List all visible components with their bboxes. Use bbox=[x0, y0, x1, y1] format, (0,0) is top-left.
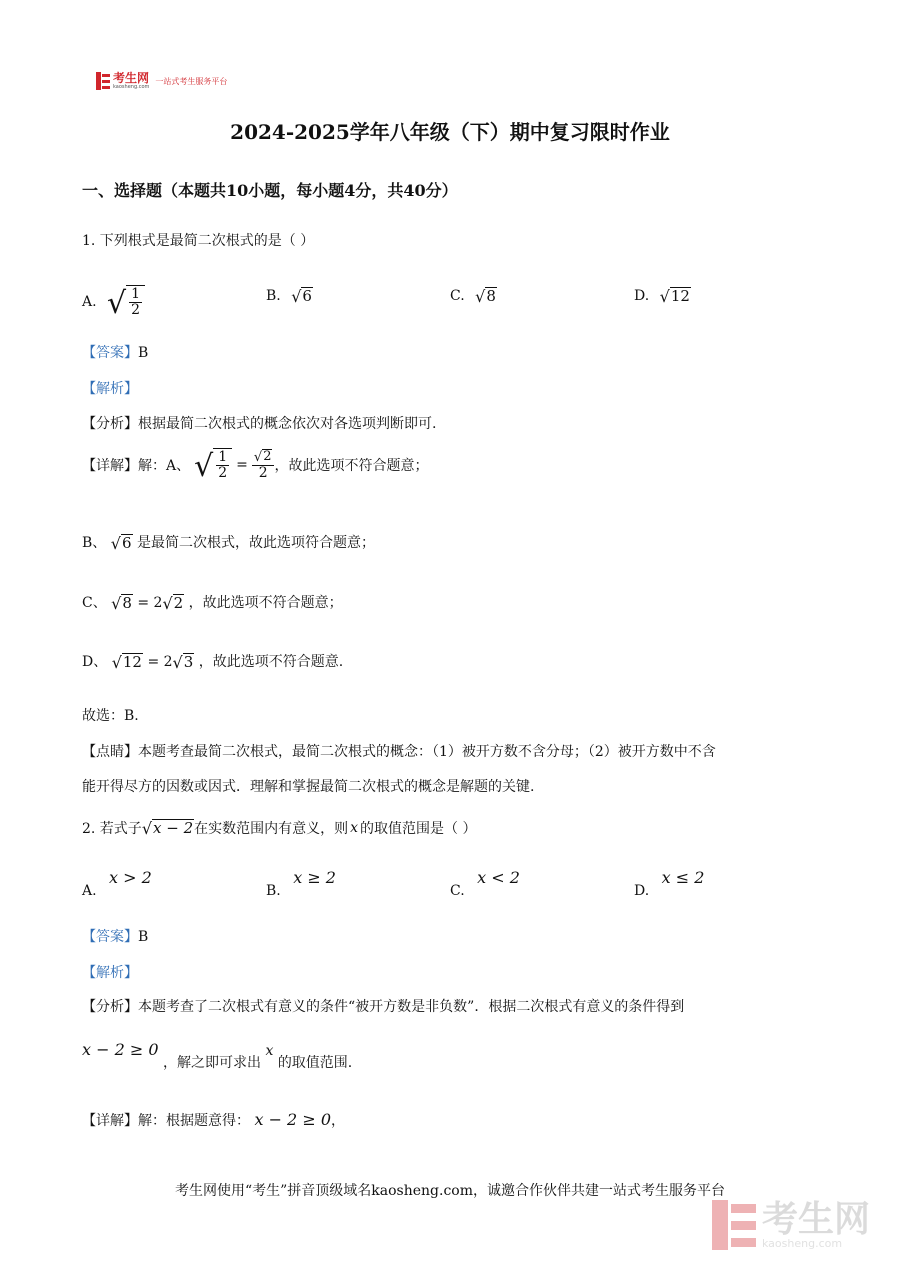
watermark-name: 考生网 bbox=[762, 1198, 871, 1240]
logo-name: 考生网 bbox=[113, 71, 150, 85]
q1-option-b: B. √ 6 bbox=[266, 287, 312, 307]
section-heading: 一、选择题（本题共10小题，每小题4分，共40分） bbox=[82, 181, 458, 200]
q2-option-a: A. x > 2 bbox=[82, 868, 152, 899]
kaosheng-logo-icon bbox=[96, 72, 110, 90]
q1-fenxi: 【分析】根据最简二次根式的概念依次对各选项判断即可. bbox=[82, 416, 437, 432]
q2-stem: 2. 若式子 √ x − 2 在实数范围内有意义，则 x 的取值范围是（ ） bbox=[82, 818, 477, 839]
q1-conclusion: 故选：B. bbox=[82, 708, 139, 724]
q2-analysis-tag: 【解析】 bbox=[82, 965, 138, 981]
q1-detail-a: 【详解】 解：A、 √ $\frac{1}{2}$ = √ 2 2 ，故此选项不符合题意； bbox=[82, 448, 429, 484]
q1-analysis-tag: 【解析】 bbox=[82, 381, 138, 397]
logo-domain: kaosheng.com bbox=[113, 84, 150, 90]
site-logo bbox=[96, 72, 227, 90]
kaosheng-watermark-icon bbox=[712, 1200, 756, 1250]
q1-detail-b: B、 √ 6 是最简二次根式，故此选项符合题意； bbox=[82, 533, 375, 554]
q1-detail-d: D、 √ 12 = 2 √ 3 ，故此选项不符合题意. bbox=[82, 652, 344, 673]
q2-fenxi-line2: x − 2 ≥ 0 ，解之即可求出 x 的取值范围. bbox=[82, 1040, 353, 1071]
q1-dianjing-line2: 能开得尽方的因数或因式．理解和掌握最简二次根式的概念是解题的关键. bbox=[82, 779, 535, 795]
q1-stem: 1. 下列根式是最简二次根式的是（ ） bbox=[82, 233, 315, 249]
q1-option-d: D. √ 12 bbox=[634, 287, 690, 307]
q1-dianjing-line1: 【点睛】本题考查最简二次根式，最简二次根式的概念：（1）被开方数不含分母；（2）被开方数中不含 bbox=[82, 744, 716, 760]
q2-option-b: B. x ≥ 2 bbox=[266, 868, 336, 899]
logo-slogan: 一站式考生服务平台 bbox=[155, 76, 228, 86]
q2-answer: 【答案】B bbox=[82, 929, 149, 945]
q2-detail: 【详解】解：根据题意得： x − 2 ≥ 0， bbox=[82, 1110, 345, 1129]
watermark-domain: kaosheng.com bbox=[762, 1236, 843, 1250]
q2-option-d: D. x ≤ 2 bbox=[634, 868, 705, 899]
page-footer: 考生网使用“考生”拼音顶级域名kaosheng.com，诚邀合作伙伴共建一站式考生服务平台 bbox=[174, 1183, 726, 1199]
q2-option-c: C. x < 2 bbox=[450, 868, 520, 899]
watermark bbox=[712, 1200, 870, 1250]
q2-fenxi: 【分析】本题考查了二次根式有意义的条件“被开方数是非负数”．根据二次根式有意义的条件得到 bbox=[82, 999, 685, 1015]
q1-answer: 【答案】B bbox=[82, 345, 149, 361]
page-title: 2024-2025学年八年级（下）期中复习限时作业 bbox=[230, 120, 670, 144]
q1-option-c: C. √ 8 bbox=[450, 287, 496, 307]
q1-detail-c: C、 √ 8 = 2 √ 2 ，故此选项不符合题意； bbox=[82, 593, 343, 614]
q1-option-a: A. √ $\frac{1}{2}$ bbox=[82, 285, 145, 319]
